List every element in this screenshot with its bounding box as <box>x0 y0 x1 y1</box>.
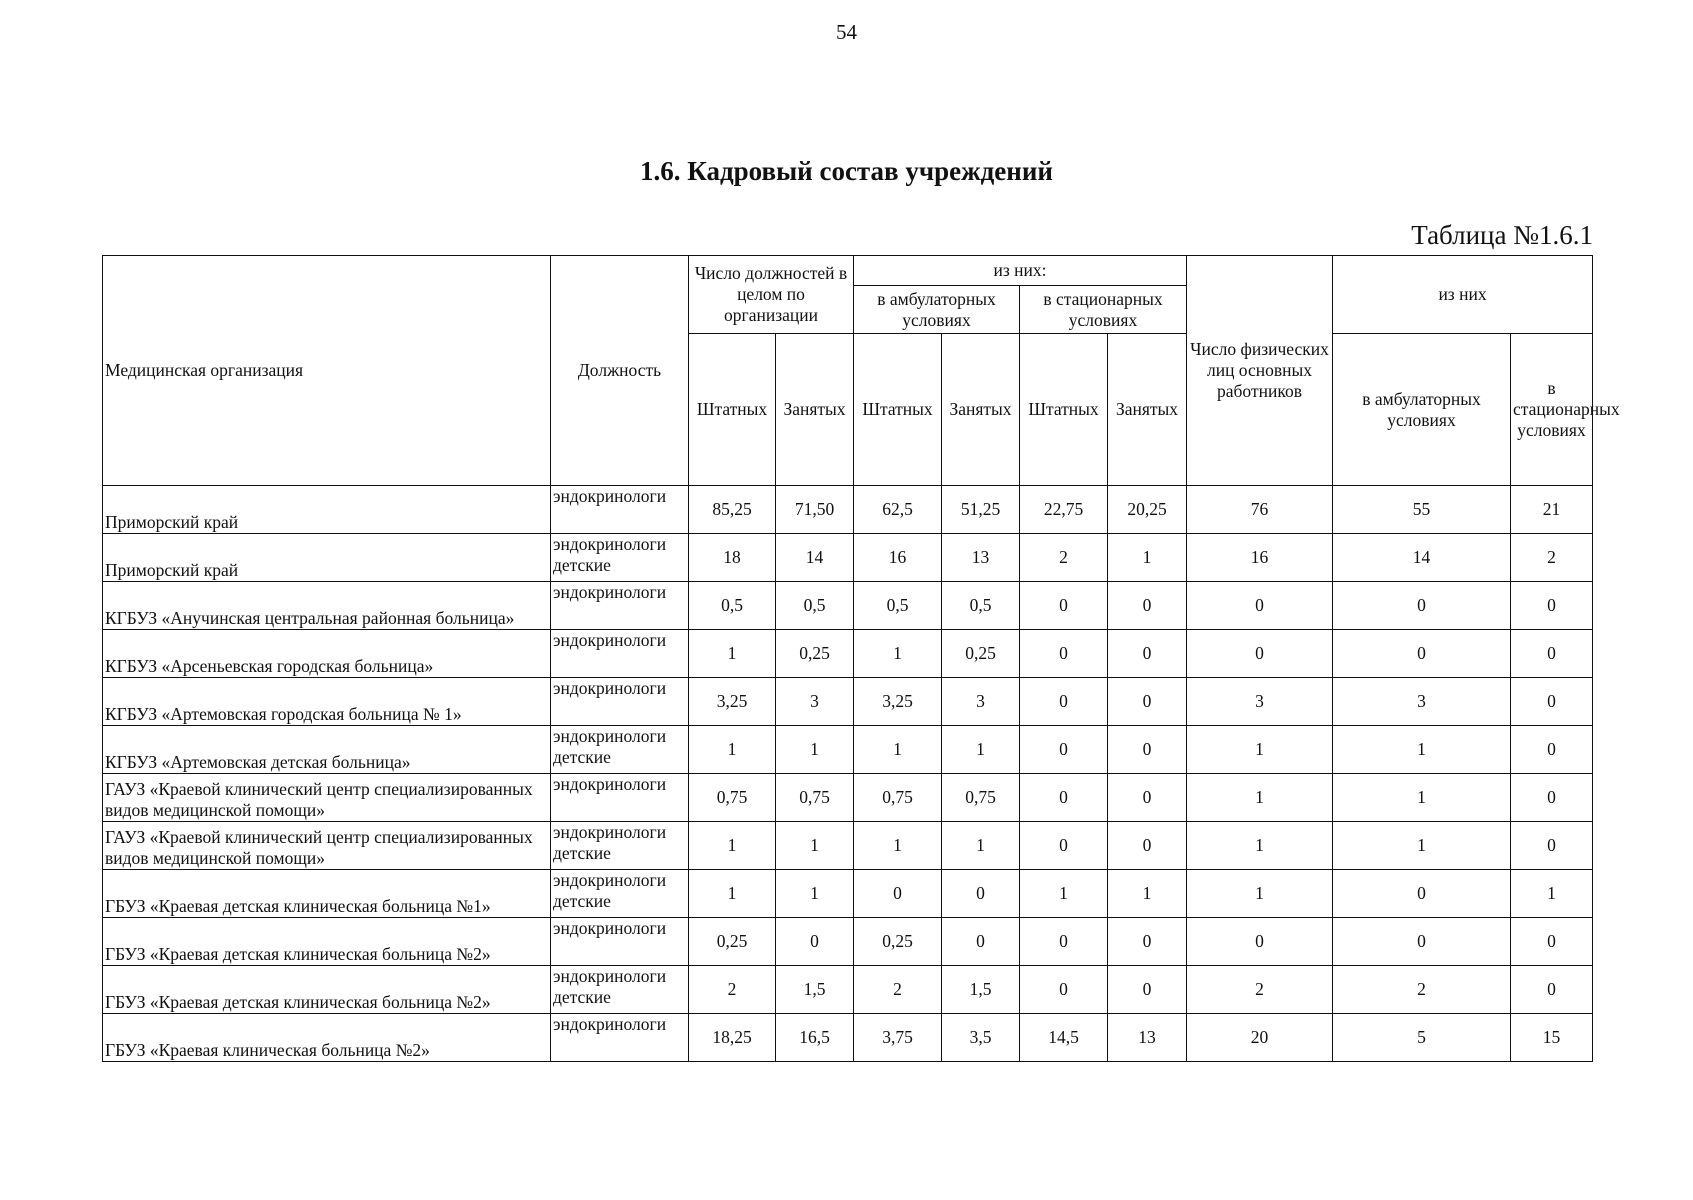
header-ambulatory: в амбулаторных условиях <box>854 286 1020 334</box>
persons-inp-cell: 0 <box>1511 822 1593 870</box>
occupied-cell: 0 <box>776 918 854 966</box>
amb-staff-cell: 0,75 <box>854 774 942 822</box>
staff-cell: 1 <box>689 726 776 774</box>
position-cell: эндокринологи <box>551 918 689 966</box>
position-cell: эндокринологи <box>551 582 689 630</box>
amb-occupied-cell: 1 <box>942 822 1020 870</box>
persons-cell: 76 <box>1187 486 1333 534</box>
persons-amb-cell: 55 <box>1333 486 1511 534</box>
inp-staff-cell: 14,5 <box>1020 1014 1108 1062</box>
inp-occupied-cell: 1 <box>1108 870 1187 918</box>
position-cell: эндокринологи детские <box>551 534 689 582</box>
amb-staff-cell: 0 <box>854 870 942 918</box>
persons-cell: 16 <box>1187 534 1333 582</box>
organization-cell: ГБУЗ «Краевая детская клиническая больница №2» <box>103 966 551 1014</box>
table-row <box>103 582 1593 630</box>
staff-cell: 18 <box>689 534 776 582</box>
persons-amb-cell: 1 <box>1333 774 1511 822</box>
persons-amb-cell: 0 <box>1333 582 1511 630</box>
persons-inp-cell: 21 <box>1511 486 1593 534</box>
staff-cell: 2 <box>689 966 776 1014</box>
organization-cell: ГБУЗ «Краевая детская клиническая больница №1» <box>103 870 551 918</box>
persons-amb-cell: 14 <box>1333 534 1511 582</box>
table-header <box>103 256 1620 486</box>
persons-cell: 1 <box>1187 822 1333 870</box>
header-positions-total: Число должностей в целом по организации <box>689 256 854 334</box>
header-persons-amb: в амбулаторных условиях <box>1333 334 1511 486</box>
table-body <box>103 486 1593 1062</box>
persons-inp-cell: 1 <box>1511 870 1593 918</box>
section-title: 1.6. Кадровый состав учреждений <box>640 156 1053 186</box>
staff-cell: 1 <box>689 630 776 678</box>
persons-inp-cell: 0 <box>1511 966 1593 1014</box>
persons-amb-cell: 5 <box>1333 1014 1511 1062</box>
persons-cell: 0 <box>1187 918 1333 966</box>
amb-occupied-cell: 0 <box>942 918 1020 966</box>
organization-cell: ГБУЗ «Краевая клиническая больница №2» <box>103 1014 551 1062</box>
persons-cell: 1 <box>1187 870 1333 918</box>
position-cell: эндокринологи детские <box>551 726 689 774</box>
amb-occupied-cell: 13 <box>942 534 1020 582</box>
header-occupied-inp: Занятых <box>1108 334 1187 486</box>
position-cell: эндокринологи <box>551 486 689 534</box>
inp-staff-cell: 2 <box>1020 534 1108 582</box>
inp-occupied-cell: 0 <box>1108 822 1187 870</box>
table-row <box>103 726 1593 774</box>
inp-staff-cell: 1 <box>1020 870 1108 918</box>
persons-cell: 0 <box>1187 630 1333 678</box>
persons-cell: 20 <box>1187 1014 1333 1062</box>
amb-staff-cell: 1 <box>854 630 942 678</box>
amb-occupied-cell: 0,25 <box>942 630 1020 678</box>
persons-cell: 1 <box>1187 774 1333 822</box>
inp-staff-cell: 0 <box>1020 726 1108 774</box>
staff-cell: 1 <box>689 870 776 918</box>
persons-inp-cell: 15 <box>1511 1014 1593 1062</box>
amb-staff-cell: 16 <box>854 534 942 582</box>
amb-staff-cell: 2 <box>854 966 942 1014</box>
inp-staff-cell: 22,75 <box>1020 486 1108 534</box>
header-persons-inp: в стационарных условиях <box>1511 334 1593 486</box>
inp-occupied-cell: 0 <box>1108 774 1187 822</box>
position-cell: эндокринологи <box>551 1014 689 1062</box>
header-of-them: из них: <box>854 256 1187 286</box>
persons-amb-cell: 2 <box>1333 966 1511 1014</box>
header-organization: Медицинская организация <box>103 256 551 486</box>
inp-staff-cell: 0 <box>1020 918 1108 966</box>
position-cell: эндокринологи детские <box>551 822 689 870</box>
staff-cell: 1 <box>689 822 776 870</box>
amb-occupied-cell: 3,5 <box>942 1014 1020 1062</box>
inp-occupied-cell: 0 <box>1108 678 1187 726</box>
table-caption: Таблица №1.6.1 <box>1411 220 1593 250</box>
staff-cell: 0,25 <box>689 918 776 966</box>
inp-staff-cell: 0 <box>1020 678 1108 726</box>
position-cell: эндокринологи <box>551 678 689 726</box>
persons-inp-cell: 0 <box>1511 582 1593 630</box>
amb-occupied-cell: 51,25 <box>942 486 1020 534</box>
persons-cell: 0 <box>1187 582 1333 630</box>
table-row <box>103 918 1593 966</box>
table-row <box>103 774 1593 822</box>
table-row <box>103 822 1593 870</box>
table-row <box>103 870 1593 918</box>
table-row <box>103 534 1593 582</box>
inp-occupied-cell: 0 <box>1108 966 1187 1014</box>
table-row <box>103 678 1593 726</box>
occupied-cell: 71,50 <box>776 486 854 534</box>
persons-amb-cell: 1 <box>1333 726 1511 774</box>
amb-occupied-cell: 1 <box>942 726 1020 774</box>
amb-staff-cell: 62,5 <box>854 486 942 534</box>
persons-inp-cell: 2 <box>1511 534 1593 582</box>
header-position: Должность <box>551 256 689 486</box>
occupied-cell: 1 <box>776 822 854 870</box>
header-occupied: Занятых <box>776 334 854 486</box>
organization-cell: Приморский край <box>103 534 551 582</box>
amb-occupied-cell: 1,5 <box>942 966 1020 1014</box>
organization-cell: ГБУЗ «Краевая детская клиническая больница №2» <box>103 918 551 966</box>
occupied-cell: 1 <box>776 870 854 918</box>
persons-inp-cell: 0 <box>1511 774 1593 822</box>
amb-staff-cell: 0,25 <box>854 918 942 966</box>
persons-amb-cell: 0 <box>1333 918 1511 966</box>
amb-staff-cell: 1 <box>854 726 942 774</box>
staff-cell: 0,75 <box>689 774 776 822</box>
organization-cell: Приморский край <box>103 486 551 534</box>
persons-cell: 2 <box>1187 966 1333 1014</box>
amb-staff-cell: 0,5 <box>854 582 942 630</box>
inp-occupied-cell: 0 <box>1108 630 1187 678</box>
persons-amb-cell: 3 <box>1333 678 1511 726</box>
organization-cell: КГБУЗ «Арсеньевская городская больница» <box>103 630 551 678</box>
inp-staff-cell: 0 <box>1020 582 1108 630</box>
occupied-cell: 1 <box>776 726 854 774</box>
table-row <box>103 630 1593 678</box>
header-staff: Штатных <box>689 334 776 486</box>
header-staff-amb: Штатных <box>854 334 942 486</box>
staff-cell: 18,25 <box>689 1014 776 1062</box>
header-physical-persons: Число физических лиц основных работников <box>1187 256 1333 486</box>
amb-occupied-cell: 0 <box>942 870 1020 918</box>
persons-amb-cell: 1 <box>1333 822 1511 870</box>
occupied-cell: 1,5 <box>776 966 854 1014</box>
inp-occupied-cell: 13 <box>1108 1014 1187 1062</box>
page-number: 54 <box>836 20 857 44</box>
persons-cell: 3 <box>1187 678 1333 726</box>
occupied-cell: 0,5 <box>776 582 854 630</box>
header-inpatient: в стационарных условиях <box>1020 286 1187 334</box>
occupied-cell: 16,5 <box>776 1014 854 1062</box>
inp-staff-cell: 0 <box>1020 822 1108 870</box>
amb-staff-cell: 1 <box>854 822 942 870</box>
position-cell: эндокринологи <box>551 774 689 822</box>
table-row <box>103 486 1593 534</box>
amb-occupied-cell: 0,75 <box>942 774 1020 822</box>
inp-occupied-cell: 1 <box>1108 534 1187 582</box>
occupied-cell: 0,25 <box>776 630 854 678</box>
header-of-them-2: из них <box>1333 256 1593 334</box>
header-occupied-amb: Занятых <box>942 334 1020 486</box>
inp-staff-cell: 0 <box>1020 630 1108 678</box>
staff-cell: 0,5 <box>689 582 776 630</box>
table-row <box>103 1014 1593 1062</box>
organization-cell: КГБУЗ «Артемовская городская больница № 1» <box>103 678 551 726</box>
inp-occupied-cell: 20,25 <box>1108 486 1187 534</box>
amb-occupied-cell: 0,5 <box>942 582 1020 630</box>
persons-inp-cell: 0 <box>1511 678 1593 726</box>
inp-staff-cell: 0 <box>1020 966 1108 1014</box>
persons-amb-cell: 0 <box>1333 870 1511 918</box>
occupied-cell: 3 <box>776 678 854 726</box>
table-row <box>103 966 1593 1014</box>
amb-staff-cell: 3,25 <box>854 678 942 726</box>
organization-cell: КГБУЗ «Артемовская детская больница» <box>103 726 551 774</box>
organization-cell: ГАУЗ «Краевой клинический центр специализированных видов медицинской помощи» <box>103 774 551 822</box>
organization-cell: ГАУЗ «Краевой клинический центр специализированных видов медицинской помощи» <box>103 822 551 870</box>
organization-cell: КГБУЗ «Анучинская центральная районная больница» <box>103 582 551 630</box>
staff-table <box>102 255 1620 1062</box>
amb-occupied-cell: 3 <box>942 678 1020 726</box>
persons-cell: 1 <box>1187 726 1333 774</box>
staff-cell: 3,25 <box>689 678 776 726</box>
staff-cell: 85,25 <box>689 486 776 534</box>
persons-amb-cell: 0 <box>1333 630 1511 678</box>
persons-inp-cell: 0 <box>1511 918 1593 966</box>
persons-inp-cell: 0 <box>1511 726 1593 774</box>
amb-staff-cell: 3,75 <box>854 1014 942 1062</box>
persons-inp-cell: 0 <box>1511 630 1593 678</box>
inp-staff-cell: 0 <box>1020 774 1108 822</box>
header-staff-inp: Штатных <box>1020 334 1108 486</box>
occupied-cell: 14 <box>776 534 854 582</box>
position-cell: эндокринологи детские <box>551 870 689 918</box>
position-cell: эндокринологи <box>551 630 689 678</box>
position-cell: эндокринологи детские <box>551 966 689 1014</box>
occupied-cell: 0,75 <box>776 774 854 822</box>
inp-occupied-cell: 0 <box>1108 918 1187 966</box>
inp-occupied-cell: 0 <box>1108 582 1187 630</box>
inp-occupied-cell: 0 <box>1108 726 1187 774</box>
